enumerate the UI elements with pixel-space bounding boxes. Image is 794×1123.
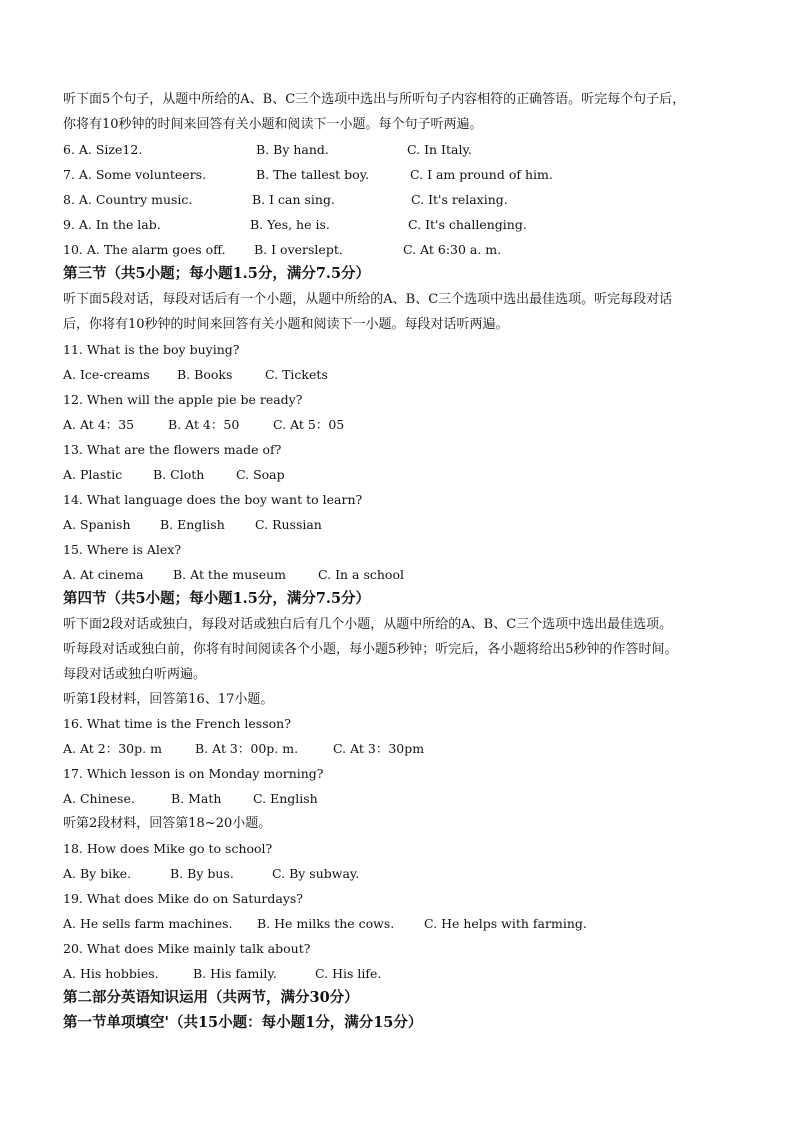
option-17b: B. Math — [171, 791, 222, 806]
option-8b: B. I can sing. — [252, 192, 335, 207]
option-6c: C. In Italy. — [407, 142, 472, 157]
option-17a: A. Chinese. — [63, 791, 135, 806]
option-12c: C. At 5：05 — [273, 417, 345, 432]
option-8a: 8. A. Country music. — [63, 192, 193, 207]
section4-part2-instruction: 听第2段材料，回答第18~20小题。 — [63, 816, 272, 831]
option-13b: B. Cloth — [153, 467, 205, 482]
question-19: 19. What does Mike do on Saturdays? — [63, 891, 304, 906]
option-6b: B. By hand. — [256, 142, 329, 157]
option-12a: A. At 4：35 — [63, 417, 135, 432]
section4-part1-instruction: 听第1段材料，回答第16、17小题。 — [63, 692, 274, 707]
option-18c: C. By subway. — [272, 866, 360, 881]
option-9b: B. Yes, he is. — [250, 217, 330, 232]
option-6a: 6. A. Size12. — [63, 142, 143, 157]
question-17: 17. Which lesson is on Monday morning? — [63, 766, 324, 781]
question-12: 12. When will the apple pie be ready? — [63, 392, 303, 407]
option-15c: C. In a school — [318, 567, 404, 582]
option-14b: B. English — [160, 517, 225, 532]
option-13a: A. Plastic — [63, 467, 123, 482]
option-18b: B. By bus. — [170, 866, 234, 881]
section4-heading: 第四节（共5小题；每小题1.5分，满分7.5分） — [63, 590, 371, 607]
option-9c: C. It's challenging. — [408, 217, 527, 232]
option-10a: 10. A. The alarm goes off. — [63, 242, 226, 257]
option-14a: A. Spanish — [63, 517, 131, 532]
question-13: 13. What are the flowers made of? — [63, 442, 282, 457]
section3-heading: 第三节（共5小题；每小题1.5分，满分7.5分） — [63, 265, 371, 282]
question-14: 14. What language does the boy want to learn? — [63, 492, 363, 507]
option-20c: C. His life. — [315, 966, 382, 981]
section4-intro-line2: 听每段对话或独白前，你将有时间阅读各个小题，每小题5秒钟；听完后，各小题将给出5秒钟的作答时间。 — [63, 642, 678, 657]
question-16: 16. What time is the French lesson? — [63, 716, 291, 731]
option-16b: B. At 3：00p. m. — [195, 741, 299, 756]
question-20: 20. What does Mike mainly talk about? — [63, 941, 311, 956]
question-15: 15. Where is Alex? — [63, 542, 182, 557]
option-10c: C. At 6:30 a. m. — [403, 242, 502, 257]
question-18: 18. How does Mike go to school? — [63, 841, 273, 856]
option-20a: A. His hobbies. — [63, 966, 159, 981]
option-8c: C. It's relaxing. — [411, 192, 508, 207]
option-20b: B. His family. — [193, 966, 277, 981]
section3-intro-line1: 听下面5段对话，每段对话后有一个小题，从题中所给的A、B、C三个选项中选出最佳选项。听完每段对话 — [63, 292, 673, 307]
option-16c: C. At 3：30pm — [333, 741, 425, 756]
option-14c: C. Russian — [255, 517, 322, 532]
option-19c: C. He helps with farming. — [424, 916, 587, 931]
option-17c: C. English — [253, 791, 318, 806]
section2-intro-line1: 听下面5个句子，从题中所给的A、B、C三个选项中选出与所听句子内容相符的正确答语。听完每个句子后， — [63, 92, 686, 107]
section4-intro-line3: 每段对话或独白听两遍。 — [63, 667, 207, 682]
option-10b: B. I overslept. — [254, 242, 343, 257]
option-7c: C. I am pround of him. — [410, 167, 553, 182]
part2-heading: 第二部分英语知识运用（共两节，满分30分） — [63, 989, 359, 1006]
option-16a: A. At 2：30p. m — [63, 741, 162, 756]
option-19b: B. He milks the cows. — [257, 916, 395, 931]
option-9a: 9. A. In the lab. — [63, 217, 161, 232]
section3-intro-line2: 后，你将有10秒钟的时间来回答有关小题和阅读下一小题。每段对话听两遍。 — [63, 317, 509, 332]
option-7a: 7. A. Some volunteers. — [63, 167, 207, 182]
question-11: 11. What is the boy buying? — [63, 342, 240, 357]
option-11b: B. Books — [177, 367, 233, 382]
section2-intro-line2: 你将有10秒钟的时间来回答有关小题和阅读下一小题。每个句子听两遍。 — [63, 117, 483, 132]
option-13c: C. Soap — [236, 467, 285, 482]
option-15b: B. At the museum — [173, 567, 287, 582]
option-11a: A. Ice-creams — [63, 367, 150, 382]
option-12b: B. At 4：50 — [168, 417, 240, 432]
option-15a: A. At cinema — [63, 567, 144, 582]
section4-intro-line1: 听下面2段对话或独白，每段对话或独白后有几个小题，从题中所给的A、B、C三个选项中选出最佳选项。 — [63, 617, 673, 632]
option-18a: A. By bike. — [63, 866, 132, 881]
option-19a: A. He sells farm machines. — [63, 916, 233, 931]
part2-section1-heading: 第一节单项填空'（共15小题：每小题1分，满分15分） — [63, 1014, 423, 1031]
option-11c: C. Tickets — [265, 367, 328, 382]
option-7b: B. The tallest boy. — [256, 167, 370, 182]
